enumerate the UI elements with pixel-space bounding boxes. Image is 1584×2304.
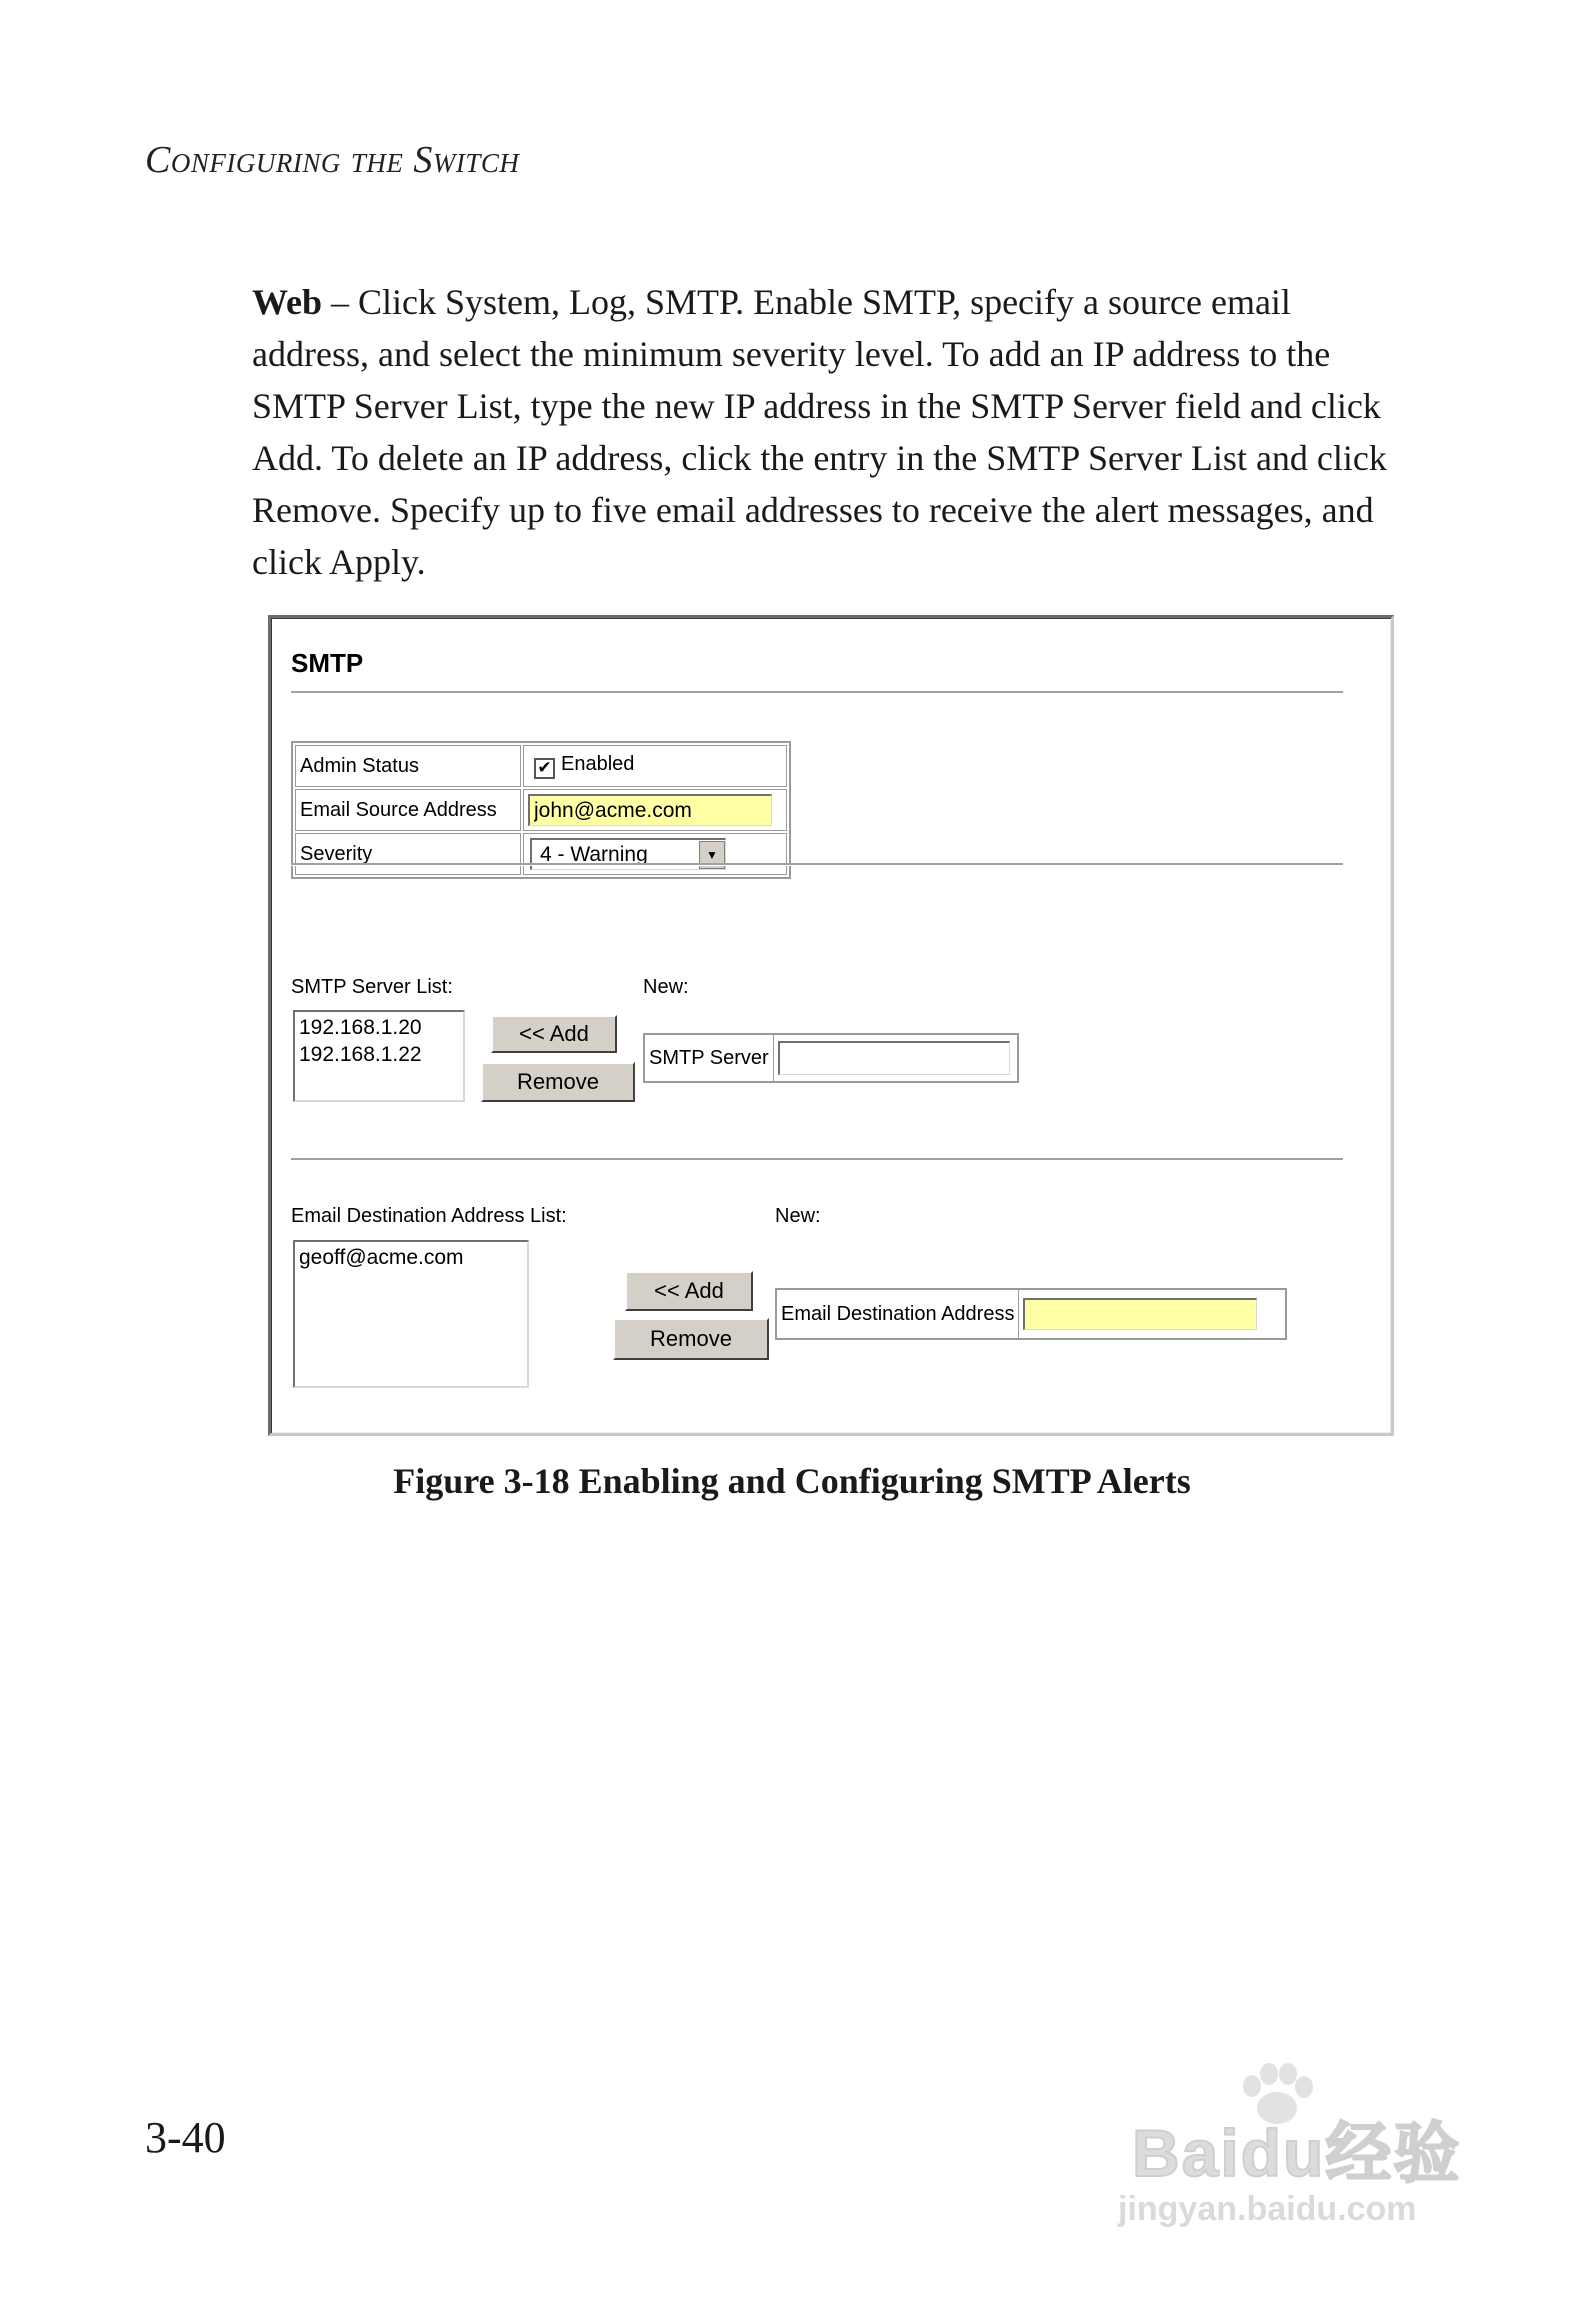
admin-status-value <box>523 745 787 787</box>
email-source-label: Email Source Address <box>295 789 521 831</box>
email-source-input[interactable] <box>528 794 772 826</box>
email-destination-input[interactable] <box>1023 1298 1257 1330</box>
email-source-row <box>295 789 787 831</box>
email-destination-listbox[interactable] <box>293 1240 529 1388</box>
smtp-server-new-label: New: <box>643 976 689 998</box>
email-destination-field-label: Email Destination Address <box>777 1290 1019 1338</box>
email-destination-new-label: New: <box>775 1205 821 1227</box>
watermark-logo: Baidu经验 <box>1132 2116 1462 2190</box>
figure-caption: Figure 3-18 Enabling and Configuring SMTP Alerts <box>393 1461 1191 1501</box>
severity-value: 4 - Warning <box>540 842 648 866</box>
email-destination-remove-button[interactable]: Remove <box>613 1318 769 1360</box>
server-divider <box>291 1158 1343 1161</box>
settings-divider <box>291 863 1343 866</box>
running-head: Configuring the Switch <box>145 139 520 181</box>
admin-status-checkbox[interactable]: ✔ <box>534 758 555 779</box>
email-destination-add-button[interactable]: << Add <box>625 1271 753 1311</box>
email-destination-list-label: Email Destination Address List: <box>291 1205 567 1227</box>
list-item[interactable]: 192.168.1.20 <box>299 1016 422 1039</box>
admin-status-row <box>295 745 787 787</box>
severity-label: Severity <box>295 833 521 875</box>
watermark-url: jingyan.baidu.com <box>1118 2190 1417 2228</box>
smtp-server-input[interactable] <box>778 1041 1010 1075</box>
smtp-server-field-label: SMTP Server <box>645 1035 774 1081</box>
smtp-server-remove-button[interactable]: Remove <box>481 1062 635 1102</box>
smtp-title: SMTP <box>291 648 364 678</box>
email-source-cell <box>523 789 787 831</box>
smtp-server-add-button[interactable]: << Add <box>491 1015 617 1053</box>
admin-status-label: Admin Status <box>295 745 521 787</box>
page-number: 3-40 <box>145 2113 226 2162</box>
enabled-label: Enabled <box>561 753 635 775</box>
list-item[interactable]: 192.168.1.22 <box>299 1043 422 1066</box>
smtp-server-list-label: SMTP Server List: <box>291 976 453 998</box>
title-divider <box>291 691 1343 694</box>
list-item[interactable]: geoff@acme.com <box>299 1246 464 1269</box>
smtp-server-listbox[interactable] <box>293 1010 465 1102</box>
severity-cell <box>523 833 787 875</box>
smtp-server-field <box>643 1033 1019 1083</box>
instruction-text: – Click System, Log, SMTP. Enable SMTP, specify a source email address, and select the minimum severity level. To add an IP address to the SMTP Server List, type the new IP address in the SMTP Server field and click Add. To delete an IP address, click the entry in the SMTP Server List and click Remove. Specify up to five email addresses to receive the alert messages, and click Apply. <box>252 282 1387 582</box>
instruction-lead: Web <box>252 282 323 322</box>
instruction-paragraph <box>252 276 1412 588</box>
smtp-settings-table <box>291 741 791 879</box>
smtp-screenshot <box>268 615 1394 1436</box>
email-destination-field <box>775 1288 1287 1340</box>
severity-row <box>295 833 787 875</box>
chevron-down-icon[interactable]: ▼ <box>699 841 725 869</box>
watermark <box>1112 2060 1492 2260</box>
